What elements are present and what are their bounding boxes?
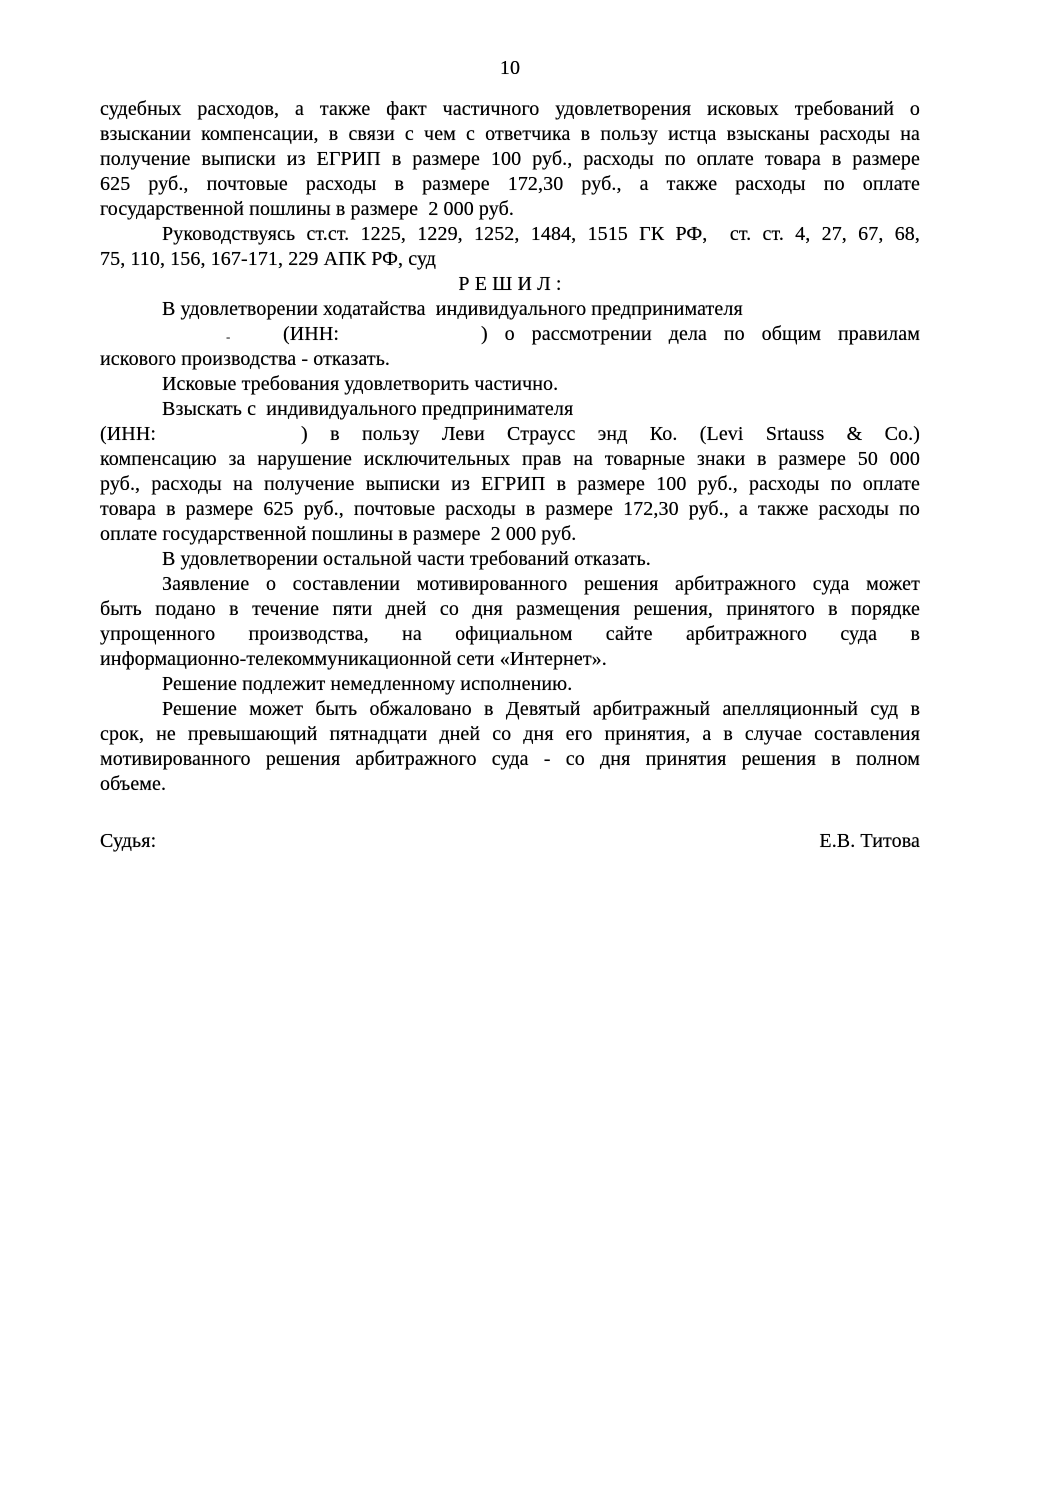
in-favor-text: ) в пользу: [301, 423, 420, 445]
company-name: Леви Страусс энд Ко. (Levi Srtauss & Co.): [441, 423, 920, 445]
text-line: Руководствуясь ст.ст. 1225, 1229, 1252, 1484, 1515 ГК РФ, ст. ст. 4, 27, 67, 68,: [162, 223, 920, 245]
paragraph-immediate-execution: Решение подлежит немедленному исполнению.: [162, 673, 573, 695]
text-line: объеме.: [100, 773, 167, 795]
text-line: судебных расходов, а также факт частичного удовлетворения исковых требований о: [100, 98, 920, 120]
judge-label: Судья:: [100, 830, 157, 852]
text-line: быть подано в течение пяти дней со дня размещения решения, принятого в порядке: [100, 598, 920, 620]
text-line: информационно-телекоммуникационной сети «Интернет».: [100, 648, 607, 670]
resolved-heading: Р Е Ш И Л :: [458, 273, 562, 295]
text-line: государственной пошлины в размере 2 000 руб.: [100, 198, 514, 220]
text-line: Решение может быть обжаловано в Девятый арбитражный апелляционный суд в: [162, 698, 920, 720]
text-line: Взыскать с индивидуального предпринимателя: [162, 398, 574, 420]
paragraph-court-costs: [100, 97, 920, 222]
text-line-inn: [100, 322, 920, 347]
inn-close-text: ) о рассмотрении дела по общим правилам: [481, 323, 920, 345]
text-line-inn: [100, 422, 920, 447]
text-line: получение выписки из ЕГРИП в размере 100 руб., расходы по оплате товара в размере: [100, 148, 920, 170]
text-line: мотивированного решения арбитражного суда - со дня принятия решения в полном: [100, 748, 920, 770]
page-content: [100, 56, 920, 854]
text-line: В удовлетворении ходатайства индивидуального предпринимателя: [162, 298, 743, 320]
text-line: 625 руб., почтовые расходы в размере 172,30 руб., а также расходы по оплате: [100, 173, 920, 195]
inn-label: (ИНН:: [100, 423, 157, 445]
inn-label: (ИНН:: [283, 323, 340, 345]
text-line: упрощенного производства, на официальном сайте арбитражного суда в: [100, 623, 920, 645]
text-line: Заявление о составлении мотивированного решения арбитражного суда может: [162, 573, 920, 595]
redaction-mark: -: [226, 329, 231, 344]
redacted-inn-value-gap: [156, 428, 301, 440]
paragraph-appeal: [100, 697, 920, 797]
page-number: 10: [499, 57, 521, 79]
text-line: товара в размере 625 руб., почтовые расходы в размере 172,30 руб., а также расходы по: [100, 498, 920, 520]
redacted-name-gap: [100, 328, 283, 344]
text-line: 75, 110, 156, 167-171, 229 АПК РФ, суд: [100, 248, 437, 270]
paragraph-remaining-refused: В удовлетворении остальной части требований отказать.: [162, 548, 651, 570]
paragraph-motion-refusal: [100, 297, 920, 372]
signature-row: [100, 829, 920, 854]
paragraph-motivated-decision: [100, 572, 920, 672]
paragraph-guided-by: [100, 222, 920, 272]
judge-name: Е.В. Титова: [819, 830, 920, 852]
paragraph-claims-partial: Исковые требования удовлетворить частично.: [162, 373, 559, 395]
text-line: компенсацию за нарушение исключительных прав на товарные знаки в размере 50 000: [100, 448, 920, 470]
text-line: руб., расходы на получение выписки из ЕГРИП в размере 100 руб., расходы по оплате: [100, 473, 920, 495]
text-line: срок, не превышающий пятнадцати дней со дня его принятия, а в случае составления: [100, 723, 920, 745]
paragraph-recovery: [100, 397, 920, 547]
text-line: взыскании компенсации, в связи с чем с ответчика в пользу истца взысканы расходы на: [100, 123, 920, 145]
text-line: оплате государственной пошлины в размере 2 000 руб.: [100, 523, 577, 545]
text-line: искового производства - отказать.: [100, 348, 391, 370]
redacted-inn-value-gap: [339, 328, 481, 340]
